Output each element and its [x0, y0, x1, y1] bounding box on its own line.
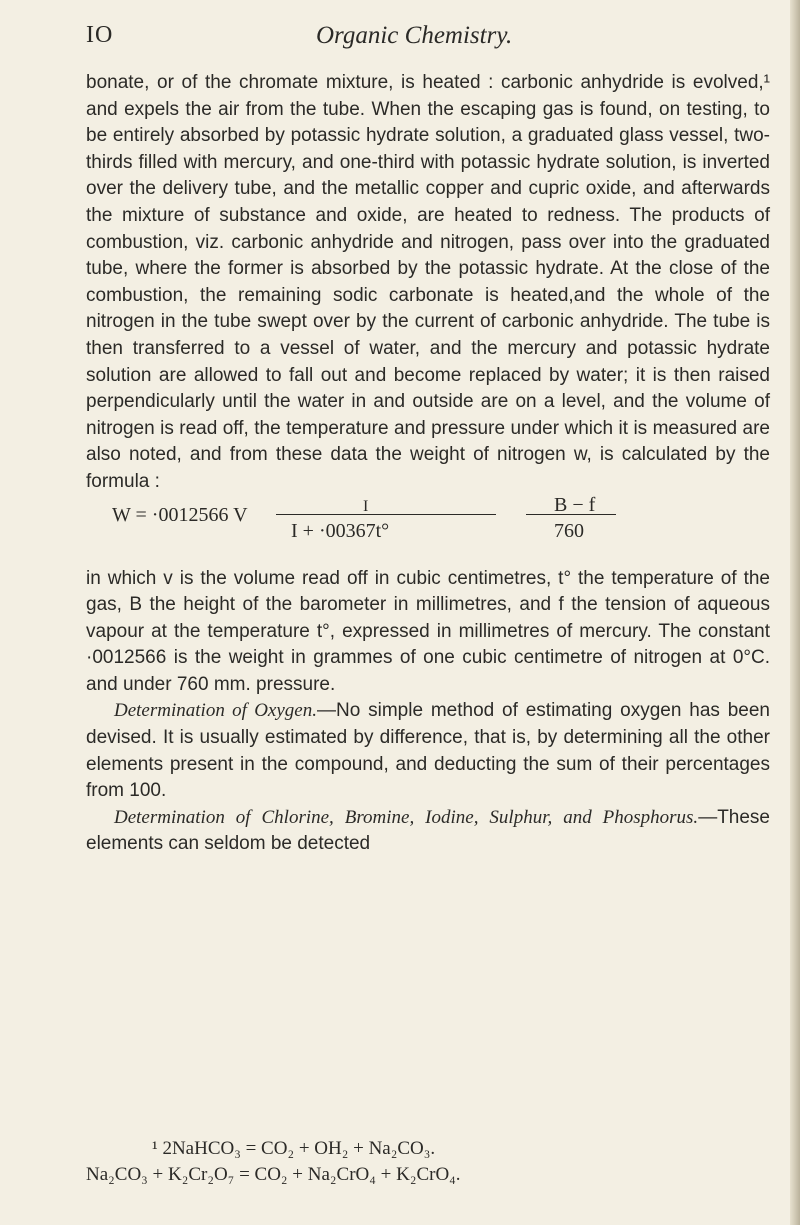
halogens-heading: Determination of Chlorine, Bromine, Iodine, Sulphur, and Phosphorus.: [114, 806, 699, 828]
formula-fraction2-numerator: B − f: [554, 493, 596, 516]
formula-fraction2-bar: [526, 514, 616, 515]
oxygen-body: —No simple method of estimating oxygen has been devised. It is usually estimated by difference, that is, by determining all the other elements present in the compound, and deducting the sum of their percentages from 100.: [86, 700, 770, 802]
page-edge: [790, 0, 800, 1225]
nitrogen-weight-formula: [86, 493, 770, 562]
body-text: [86, 70, 770, 858]
paragraph-formula-explanation: in which v is the volume read off in cubic centimetres, t° the temperature of the gas, B the height of the barometer in millimetres, and f the tension of aqueous vapour at the temperature t°, expressed in millimetres of mercury. The constant ·0012566 is the weight in grammes of one cubic centimetre of nitrogen at 0°C. and under 760 mm. pressure.: [86, 567, 770, 695]
formula-fraction1-bar: [276, 514, 496, 515]
paragraph-oxygen: [86, 698, 770, 804]
footnote-line-2: Na₂CO₃ + K₂Cr₂O₇ = CO₂ + Na₂CrO₄ + K₂CrO₄.: [86, 1164, 461, 1185]
formula-fraction2-denominator: 760: [554, 519, 584, 542]
formula-fraction1-numerator: I: [363, 497, 369, 515]
halogens-body: —These elements can seldom be detected: [86, 806, 770, 855]
formula-lhs: W = ·0012566 V: [112, 503, 248, 526]
footnotes: [86, 1136, 770, 1188]
paragraph-nitrogen-method: bonate, or of the chromate mixture, is heated : carbonic anhydride is evolved,¹ and expels the air from the tube. When the escaping gas is found, on testing, to be entirely absorbed by potassic hydrate solution, a graduated glass vessel, two-thirds filled with mercury, and one-third with potassic hydrate solution, is inverted over the delivery tube, and the metallic copper and cupric oxide, and afterwards the mixture of substance and oxide, are heated to redness. The products of combustion, viz. carbonic anhydride and nitrogen, pass over into the graduated tube, where the former is absorbed by the potassic hydrate. At the close of the combustion, the remaining sodic carbonate is heated,and the whole of the nitrogen in the tube swept over by the current of carbonic anhydride. The tube is then transferred to a vessel of water, and the mercury and potassic hydrate solution are allowed to fall out and become replaced by water; it is then raised perpendicularly until the water in and outside are on a level, and the volume of nitrogen is read off, the temperature and pressure under which it is measured are also noted, and from these data the weight of nitrogen w, is calculated by the formula :: [86, 72, 770, 492]
formula-fraction1-denominator: I + ·00367t°: [291, 519, 390, 542]
footnote-line-1: ¹ 2NaHCO₃ = CO₂ + OH₂ + Na₂CO₃.: [152, 1138, 436, 1159]
page-number: IO: [86, 22, 114, 48]
running-title: Organic Chemistry.: [316, 22, 513, 49]
page-header: [86, 22, 766, 62]
oxygen-heading: Determination of Oxygen.: [114, 700, 317, 722]
paragraph-halogens: [86, 805, 770, 858]
